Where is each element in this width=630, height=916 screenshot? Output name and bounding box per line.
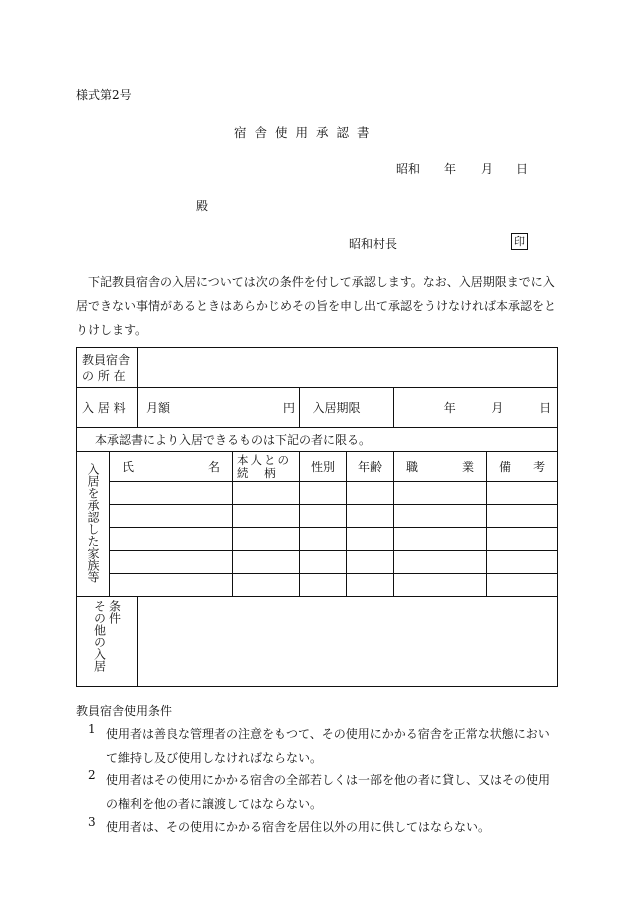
- col-sex: 性別: [300, 452, 347, 482]
- deadline-label: 入居期限: [300, 388, 394, 428]
- cell-sex[interactable]: [300, 574, 347, 597]
- intro-paragraph: 下記教員宿舎の入居については次の条件を付して承認します。なお、入居期限までに入居できない事情があるときはあらかじめその旨を申し出て承認をうけなければ本承認をとりけします。: [76, 275, 557, 337]
- col-age: 年齢: [347, 452, 394, 482]
- condition-number: 2: [88, 768, 96, 782]
- condition-text: 使用者は、その使用にかかる宿舎を居住以外の用に供してはならない。: [106, 820, 491, 834]
- cell-sex[interactable]: [300, 528, 347, 551]
- cell-sex[interactable]: [300, 505, 347, 528]
- cell-age[interactable]: [347, 574, 394, 597]
- cell-name[interactable]: [110, 574, 233, 597]
- form-number: 様式第2号: [76, 88, 132, 102]
- location-label: 教員宿舎 の 所 在: [77, 348, 138, 388]
- issuer-title: 昭和村長: [349, 237, 398, 251]
- col-occupation: 職 業: [394, 452, 487, 482]
- cell-age[interactable]: [347, 551, 394, 574]
- table-row: [77, 551, 558, 574]
- condition-number: 3: [88, 815, 96, 829]
- cell-occupation[interactable]: [394, 528, 487, 551]
- rent-amount[interactable]: [138, 388, 300, 428]
- cell-age[interactable]: [347, 528, 394, 551]
- date-era: 昭和: [396, 162, 421, 176]
- rent-unit-label: 円: [283, 400, 296, 415]
- deadline-value[interactable]: [394, 388, 558, 428]
- location-row: [77, 348, 558, 388]
- approval-table: [76, 347, 558, 687]
- cell-relation[interactable]: [233, 505, 300, 528]
- cell-remarks[interactable]: [487, 574, 558, 597]
- deadline-day: 日: [539, 400, 552, 415]
- cell-name[interactable]: [110, 551, 233, 574]
- cell-occupation[interactable]: [394, 551, 487, 574]
- date-month-label: 月: [481, 162, 494, 176]
- document-title: 宿舎使用承認書: [234, 125, 378, 140]
- rent-row: [77, 388, 558, 428]
- other-conditions-row: [77, 597, 558, 687]
- table-row: [77, 574, 558, 597]
- addressee-suffix: 殿: [196, 199, 209, 213]
- family-header-row: [77, 452, 558, 482]
- cell-name[interactable]: [110, 528, 233, 551]
- other-conditions-label: 条件 その他の入居: [77, 597, 138, 687]
- cell-relation[interactable]: [233, 551, 300, 574]
- condition-text: 使用者はその使用にかかる宿舎の全部若しくは一部を他の者に貸し、又はその使用の権利を他の者に譲渡してはならない。: [106, 773, 551, 811]
- cell-occupation[interactable]: [394, 505, 487, 528]
- cell-occupation[interactable]: [394, 482, 487, 505]
- deadline-year: 年: [443, 400, 456, 415]
- col-relation: 本人との 続 柄: [233, 452, 300, 482]
- cell-name[interactable]: [110, 482, 233, 505]
- cell-relation[interactable]: [233, 528, 300, 551]
- table-note: 本承認書により入居できるものは下記の者に限る。: [77, 428, 558, 452]
- location-value[interactable]: [138, 348, 558, 388]
- cell-remarks[interactable]: [487, 528, 558, 551]
- rent-monthly-label: 月額: [146, 400, 171, 415]
- seal-mark: 印: [511, 233, 528, 250]
- cell-occupation[interactable]: [394, 574, 487, 597]
- cell-relation[interactable]: [233, 574, 300, 597]
- conditions-title: 教員宿舎使用条件: [76, 704, 173, 718]
- cell-remarks[interactable]: [487, 505, 558, 528]
- condition-number: 1: [88, 722, 96, 736]
- col-name: 氏 名: [110, 452, 233, 482]
- cell-remarks[interactable]: [487, 482, 558, 505]
- deadline-month: 月: [491, 400, 504, 415]
- date-day-label: 日: [516, 162, 529, 176]
- cell-name[interactable]: [110, 505, 233, 528]
- rent-label: 入 居 料: [77, 388, 138, 428]
- cell-relation[interactable]: [233, 482, 300, 505]
- cell-sex[interactable]: [300, 551, 347, 574]
- cell-sex[interactable]: [300, 482, 347, 505]
- table-row: [77, 505, 558, 528]
- date-year-label: 年: [444, 162, 457, 176]
- table-row: [77, 528, 558, 551]
- cell-remarks[interactable]: [487, 551, 558, 574]
- col-remarks: 備 考: [487, 452, 558, 482]
- cell-age[interactable]: [347, 505, 394, 528]
- cell-age[interactable]: [347, 482, 394, 505]
- condition-text: 使用者は善良な管理者の注意をもつて、その使用にかかる宿舎を正常な状態において維持し及び使用しなければならない。: [106, 727, 550, 765]
- other-conditions-value[interactable]: [138, 597, 558, 687]
- table-row: [77, 482, 558, 505]
- note-row: [77, 428, 558, 452]
- family-label: 入居を承認した家族等: [77, 452, 110, 597]
